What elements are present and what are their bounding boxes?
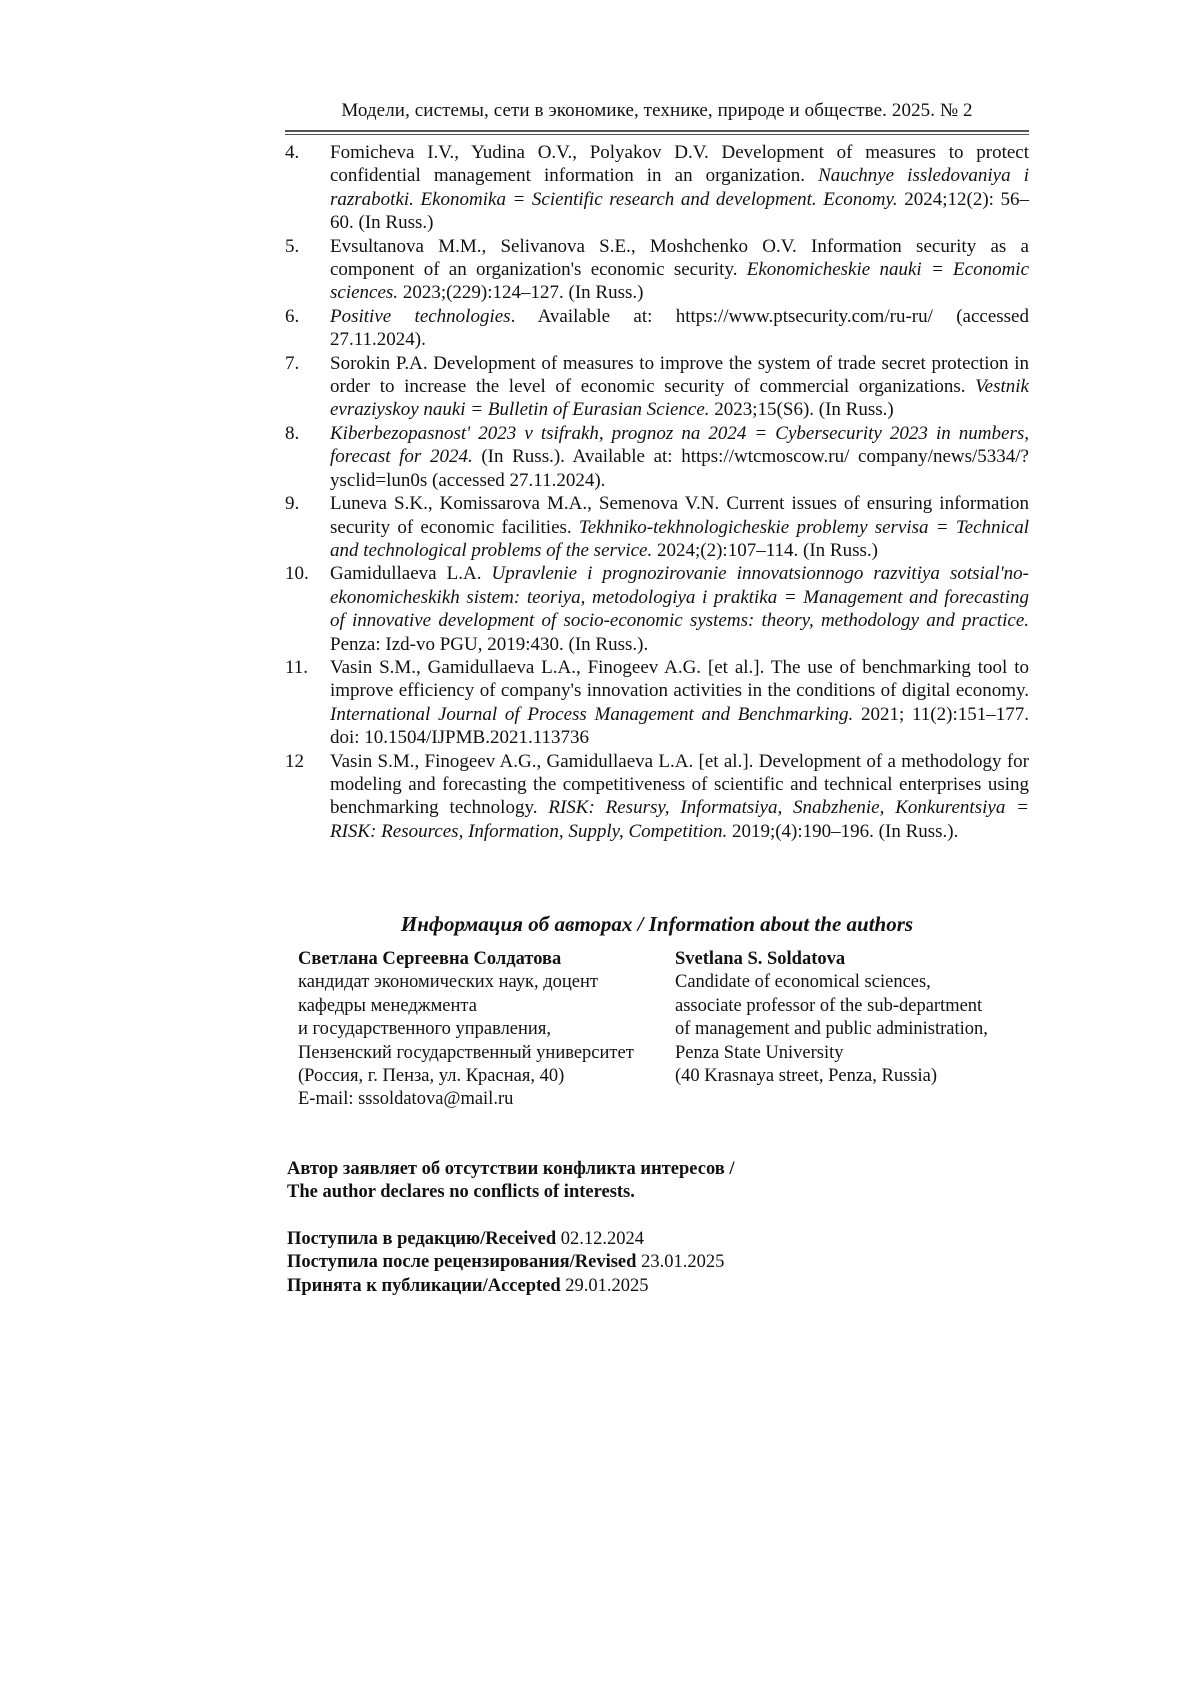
author-name-ru: Светлана Сергеевна Солдатова — [298, 949, 562, 969]
authors-heading: Информация об авторах / Information about the authors — [400, 912, 914, 936]
author-email: E-mail: sssoldatova@mail.ru — [298, 1089, 514, 1110]
reference-source: Vestnik evraziyskoy nauki = Bulletin of Eurasian Science. — [330, 376, 1029, 421]
date-accepted — [287, 1275, 724, 1298]
reference-item — [285, 562, 1029, 656]
reference-source: Positive technologies — [330, 305, 511, 327]
reference-text — [330, 750, 1029, 844]
reference-item — [285, 656, 1029, 750]
date-value: 02.12.2024 — [560, 1229, 645, 1249]
reference-segment: (In Russ.). Available at: https://wtcmoscow.ru/ company/news/5334/?ysclid=lun0s (accessed 27.11.2024). — [330, 446, 1029, 491]
reference-segment: 2019;(4):190–196. (In Russ.). — [727, 820, 959, 842]
submission-dates — [287, 1228, 724, 1298]
reference-number: 9. — [285, 493, 300, 515]
reference-segment: 2024;(2):107–114. (In Russ.) — [652, 539, 878, 561]
reference-segment: Vasin S.M., Finogeev A.G., Gamidullaeva L.A. [et al.]. Development of a methodology for modeling and forecasting the competitiveness of scientific and technical enterprises using benchmarking technology. — [330, 750, 1029, 819]
reference-number: 6. — [285, 305, 300, 327]
reference-segment: Penza: Izd-vo PGU, 2019:430. (In Russ.). — [330, 633, 649, 655]
reference-source: International Journal of Process Management and Benchmarking. — [330, 703, 854, 725]
reference-segment: 2021; 11(2):151–177. doi: 10.1504/IJPMB.2021.113736 — [330, 703, 1029, 749]
author-line: и государственного управления, — [298, 1019, 551, 1040]
reference-item — [285, 305, 1029, 352]
reference-source: Nauchnye issledovaniya i razrabotki. Ekonomika = Scientific research and development. Economy. — [330, 165, 1029, 210]
reference-segment: Gamidullaeva L.A. — [330, 563, 492, 585]
reference-text — [330, 352, 1029, 422]
author-name-en: Svetlana S. Soldatova — [675, 949, 846, 969]
reference-segment: 2023;(229):124–127. (In Russ.) — [398, 282, 644, 304]
reference-item — [285, 492, 1029, 562]
reference-segment: Luneva S.K., Komissarova M.A., Semenova V.N. Current issues of ensuring information security of economic facilities. — [330, 493, 1029, 538]
date-received — [287, 1228, 724, 1251]
reference-number: 5. — [285, 235, 300, 257]
header-rule-thin — [285, 134, 1029, 135]
header-rule — [285, 130, 1029, 132]
reference-text — [330, 141, 1029, 235]
author-line: of management and public administration, — [675, 1019, 988, 1040]
date-label: Принята к публикации/Accepted — [287, 1275, 561, 1296]
date-value: 29.01.2025 — [565, 1275, 649, 1296]
reference-number: 10. — [285, 563, 309, 585]
reference-item — [285, 422, 1029, 492]
reference-text — [330, 562, 1029, 656]
reference-segment: Sorokin P.A. Development of measures to improve the system of trade secret protection in order to increase the level of economic security of commercial organizations. — [330, 352, 1029, 398]
reference-segment: Vasin S.M., Gamidullaeva L.A., Finogeev A.G. [et al.]. The use of benchmarking tool to improve efficiency of company's innovation activities in the conditions of digital economy. — [330, 656, 1029, 702]
conflict-declaration — [287, 1158, 735, 1205]
reference-source: Ekonomicheskie nauki = Economic sciences. — [330, 259, 1030, 304]
author-line: associate professor of the sub-department — [675, 995, 983, 1016]
reference-text — [330, 422, 1029, 492]
reference-text — [330, 656, 1029, 750]
reference-item — [285, 750, 1029, 844]
reference-text — [330, 305, 1029, 352]
reference-segment: 2023;15(S6). (In Russ.) — [709, 399, 894, 421]
declaration-line-en: The author declares no conflicts of interests. — [287, 1182, 635, 1203]
author-line: Penza State University — [675, 1042, 844, 1063]
reference-source: Upravlenie i prognozirovanie innovatsionnogo razvitiya sotsial'no-ekonomicheskikh sistem: teoriya, metodologiya i praktika = Management and forecasting of innovative development of socio-economic systems: theory, methodology and practice. — [330, 563, 1029, 632]
author-line: (40 Krasnaya street, Penza, Russia) — [675, 1066, 937, 1087]
reference-source: Kiberbezopasnost' 2023 v tsifrakh, prognoz na 2024 = Cybersecurity 2023 in numbers, forecast for 2024. — [330, 422, 1029, 468]
reference-number: 11. — [285, 656, 309, 678]
declaration-line-ru: Автор заявляет об отсутствии конфликта интересов / — [287, 1159, 735, 1179]
reference-text — [330, 492, 1029, 562]
reference-item — [285, 352, 1029, 422]
reference-number: 12 — [285, 750, 304, 772]
reference-source: RISK: Resursy, Informatsiya, Snabzhenie, Konkurentsiya = RISK: Resources, Information, Supply, Competition. — [330, 797, 1029, 842]
date-label: Поступила после рецензирования/Revised — [287, 1252, 637, 1273]
date-value: 23.01.2025 — [641, 1252, 725, 1273]
reference-number: 8. — [285, 422, 300, 444]
author-info-ru — [298, 948, 668, 1112]
author-line: кандидат экономических наук, доцент — [298, 972, 599, 993]
author-line: Пензенский государственный университет — [298, 1042, 634, 1063]
reference-text — [330, 235, 1029, 305]
reference-number: 7. — [285, 352, 300, 374]
reference-segment: Fomicheva I.V., Yudina O.V., Polyakov D.V. Development of measures to protect confidential management information in an organization. — [330, 142, 1029, 187]
reference-segment: . Available at: https://www.ptsecurity.com/ru-ru/ (accessed 27.11.2024). — [330, 305, 1029, 351]
reference-number: 4. — [285, 142, 300, 163]
reference-item — [285, 235, 1029, 305]
running-head: Модели, системы, сети в экономике, технике, природе и обществе. 2025. № 2 — [341, 100, 973, 121]
author-line: кафедры менеджмента — [298, 995, 477, 1016]
reference-segment: 2024;12(2): 56–60. (In Russ.) — [330, 188, 1029, 234]
author-line: (Россия, г. Пенза, ул. Красная, 40) — [298, 1066, 565, 1087]
reference-list — [285, 141, 1029, 843]
reference-segment: Evsultanova M.M., Selivanova S.E., Moshchenko O.V. Information security as a component of an organization's economic security. — [330, 235, 1029, 281]
date-label: Поступила в редакцию/Received — [287, 1229, 557, 1249]
reference-source: Tekhniko-tekhnologicheskie problemy servisa = Technical and technological problems of the service. — [330, 516, 1029, 561]
author-info-en — [675, 948, 1045, 1088]
reference-item — [285, 141, 1029, 235]
date-revised — [287, 1251, 724, 1274]
author-line: Candidate of economical sciences, — [675, 972, 931, 993]
